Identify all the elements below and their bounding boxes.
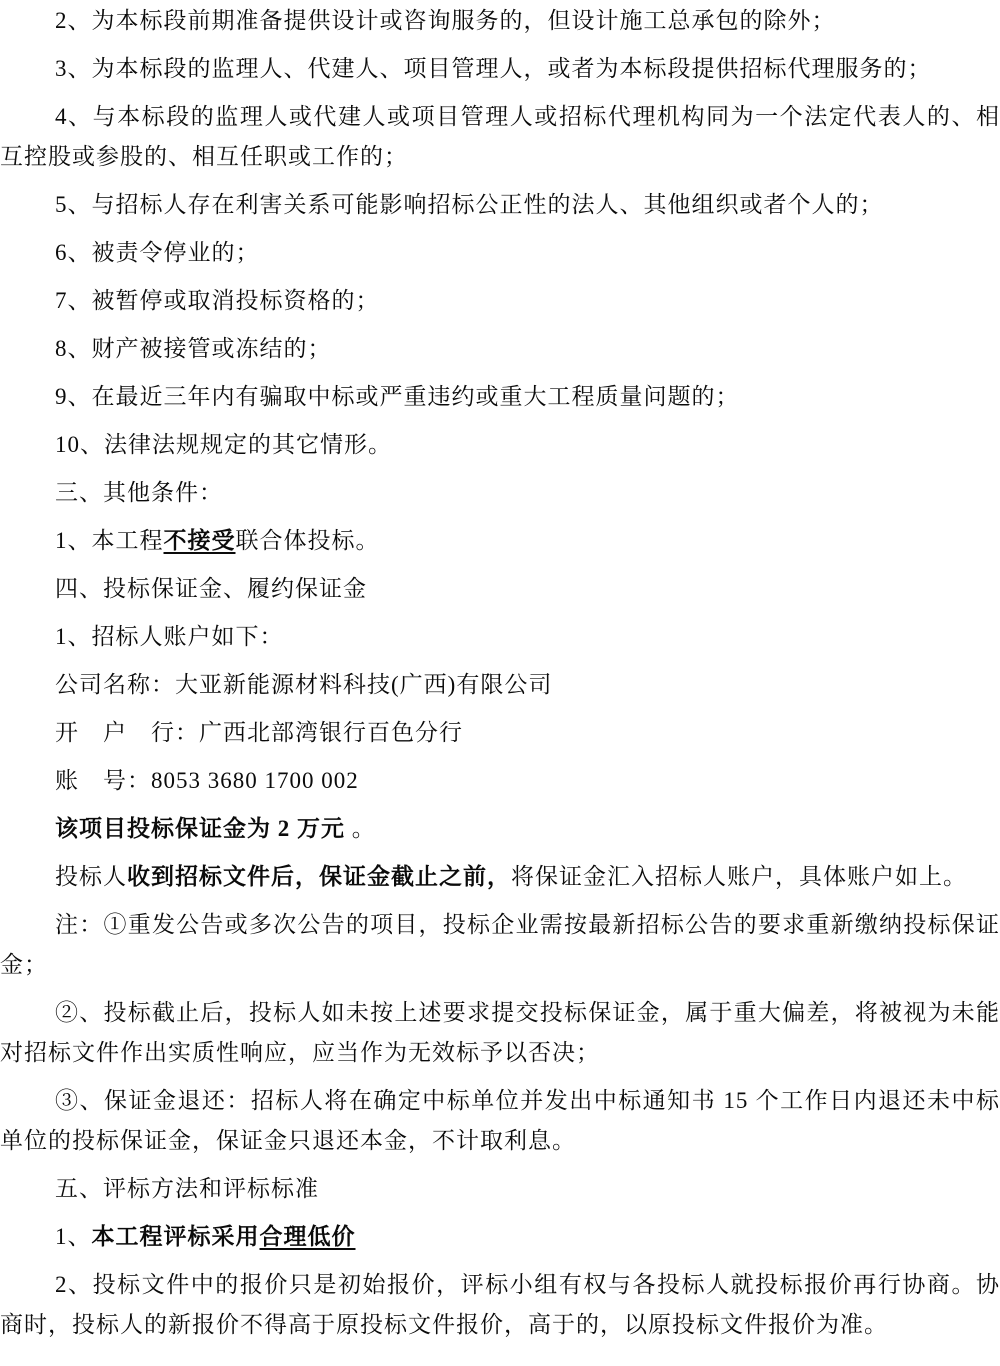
text-run: 四、投标保证金、履约保证金 bbox=[55, 576, 367, 601]
paragraph-clause-2-design-consulting bbox=[0, 1, 1000, 41]
paragraph-note-1-reissued-announcement bbox=[0, 905, 1000, 985]
text-run: 9、在最近三年内有骗取中标或严重违约或重大工程质量问题的； bbox=[55, 384, 740, 409]
text-run: 1、 bbox=[55, 1224, 92, 1249]
text-run: 账 号：8053 3680 1700 002 bbox=[55, 768, 359, 793]
text-run-emphasis: 该项目投标保证金为 2 万元 bbox=[55, 816, 345, 841]
paragraph-bond-payment-instruction bbox=[0, 857, 1000, 897]
paragraph-bank-name-line bbox=[0, 713, 1000, 753]
paragraph-section-5-evaluation-method bbox=[0, 1169, 1000, 1209]
paragraph-clause-8-property-frozen bbox=[0, 329, 1000, 369]
paragraph-note-3-bond-refund bbox=[0, 1081, 1000, 1161]
paragraph-clause-6-ordered-to-suspend bbox=[0, 233, 1000, 273]
text-run-emphasis: 收到招标文件后，保证金截止之前， bbox=[127, 864, 511, 889]
text-run: 2、为本标段前期准备提供设计或咨询服务的，但设计施工总承包的除外； bbox=[55, 8, 836, 33]
text-run: 10、法律法规规定的其它情形。 bbox=[55, 432, 392, 457]
paragraph-company-name-line bbox=[0, 665, 1000, 705]
text-run: 4、与本标段的监理人或代建人或项目管理人或招标代理机构同为一个法定代表人的、相互控股或参股的、相互任职或工作的； bbox=[0, 104, 1000, 169]
text-run: 3、为本标段的监理人、代建人、项目管理人，或者为本标段提供招标代理服务的； bbox=[55, 56, 932, 81]
text-run: 五、评标方法和评标标准 bbox=[55, 1176, 319, 1201]
paragraph-section-3-other-conditions bbox=[0, 473, 1000, 513]
text-run: 。 bbox=[345, 816, 376, 841]
paragraph-clause-initial-quote-negotiation bbox=[0, 1265, 1000, 1345]
paragraph-account-number-line bbox=[0, 761, 1000, 801]
text-run: 将保证金汇入招标人账户，具体账户如上。 bbox=[511, 864, 967, 889]
text-run: 6、被责令停业的； bbox=[55, 240, 260, 265]
text-run: 公司名称：大亚新能源材料科技(广西)有限公司 bbox=[55, 672, 553, 697]
paragraph-clause-5-conflict-of-interest bbox=[0, 185, 1000, 225]
text-run: 1、本工程 bbox=[55, 528, 164, 553]
text-run: 联合体投标。 bbox=[235, 528, 380, 553]
text-run: ③、保证金退还：招标人将在确定中标单位并发出中标通知书 15 个工作日内退还未中标单位的投标保证金，保证金只退还本金，不计取利息。 bbox=[0, 1088, 1000, 1153]
paragraph-clause-3-supervisor-agent bbox=[0, 49, 1000, 89]
paragraph-clause-7-bid-qualification-revoked bbox=[0, 281, 1000, 321]
text-run: 5、与招标人存在利害关系可能影响招标公正性的法人、其他组织或者个人的； bbox=[55, 192, 884, 217]
paragraph-clause-4-same-legal-representative bbox=[0, 97, 1000, 177]
text-run: 开 户 行：广西北部湾银行百色分行 bbox=[55, 720, 463, 745]
paragraph-clause-9-fraud-or-quality-problems bbox=[0, 377, 1000, 417]
text-run: 2、投标文件中的报价只是初始报价，评标小组有权与各投标人就投标报价再行协商。协商时，投标人的新报价不得高于原投标文件报价，高于的，以原投标文件报价为准。 bbox=[0, 1272, 1000, 1337]
text-run: 三、其他条件： bbox=[55, 480, 223, 505]
paragraph-clause-10-other-situations bbox=[0, 425, 1000, 465]
text-run-emphasis: 不接受 bbox=[163, 528, 236, 553]
text-run: 7、被暂停或取消投标资格的； bbox=[55, 288, 380, 313]
text-run-emphasis: 合理低价 bbox=[259, 1224, 356, 1249]
paragraph-bid-bond-amount-line bbox=[0, 809, 1000, 849]
paragraph-clause-no-consortium bbox=[0, 521, 1000, 561]
paragraph-section-4-bid-bond bbox=[0, 569, 1000, 609]
text-run: ②、投标截止后，投标人如未按上述要求提交投标保证金，属于重大偏差，将被视为未能对招标文件作出实质性响应，应当作为无效标予以否决； bbox=[0, 1000, 1000, 1065]
text-run: 1、招标人账户如下： bbox=[55, 624, 284, 649]
text-run: 投标人 bbox=[55, 864, 127, 889]
text-run: 注：①重发公告或多次公告的项目，投标企业需按最新招标公告的要求重新缴纳投标保证金； bbox=[0, 912, 1000, 977]
paragraph-note-2-major-deviation bbox=[0, 993, 1000, 1073]
paragraph-clause-evaluation-reasonable-low-price bbox=[0, 1217, 1000, 1257]
text-run: 8、财产被接管或冻结的； bbox=[55, 336, 332, 361]
document-paragraphs bbox=[0, 1, 1000, 1345]
paragraph-clause-tenderer-account bbox=[0, 617, 1000, 657]
text-run-emphasis: 本工程评标采用 bbox=[91, 1224, 260, 1249]
